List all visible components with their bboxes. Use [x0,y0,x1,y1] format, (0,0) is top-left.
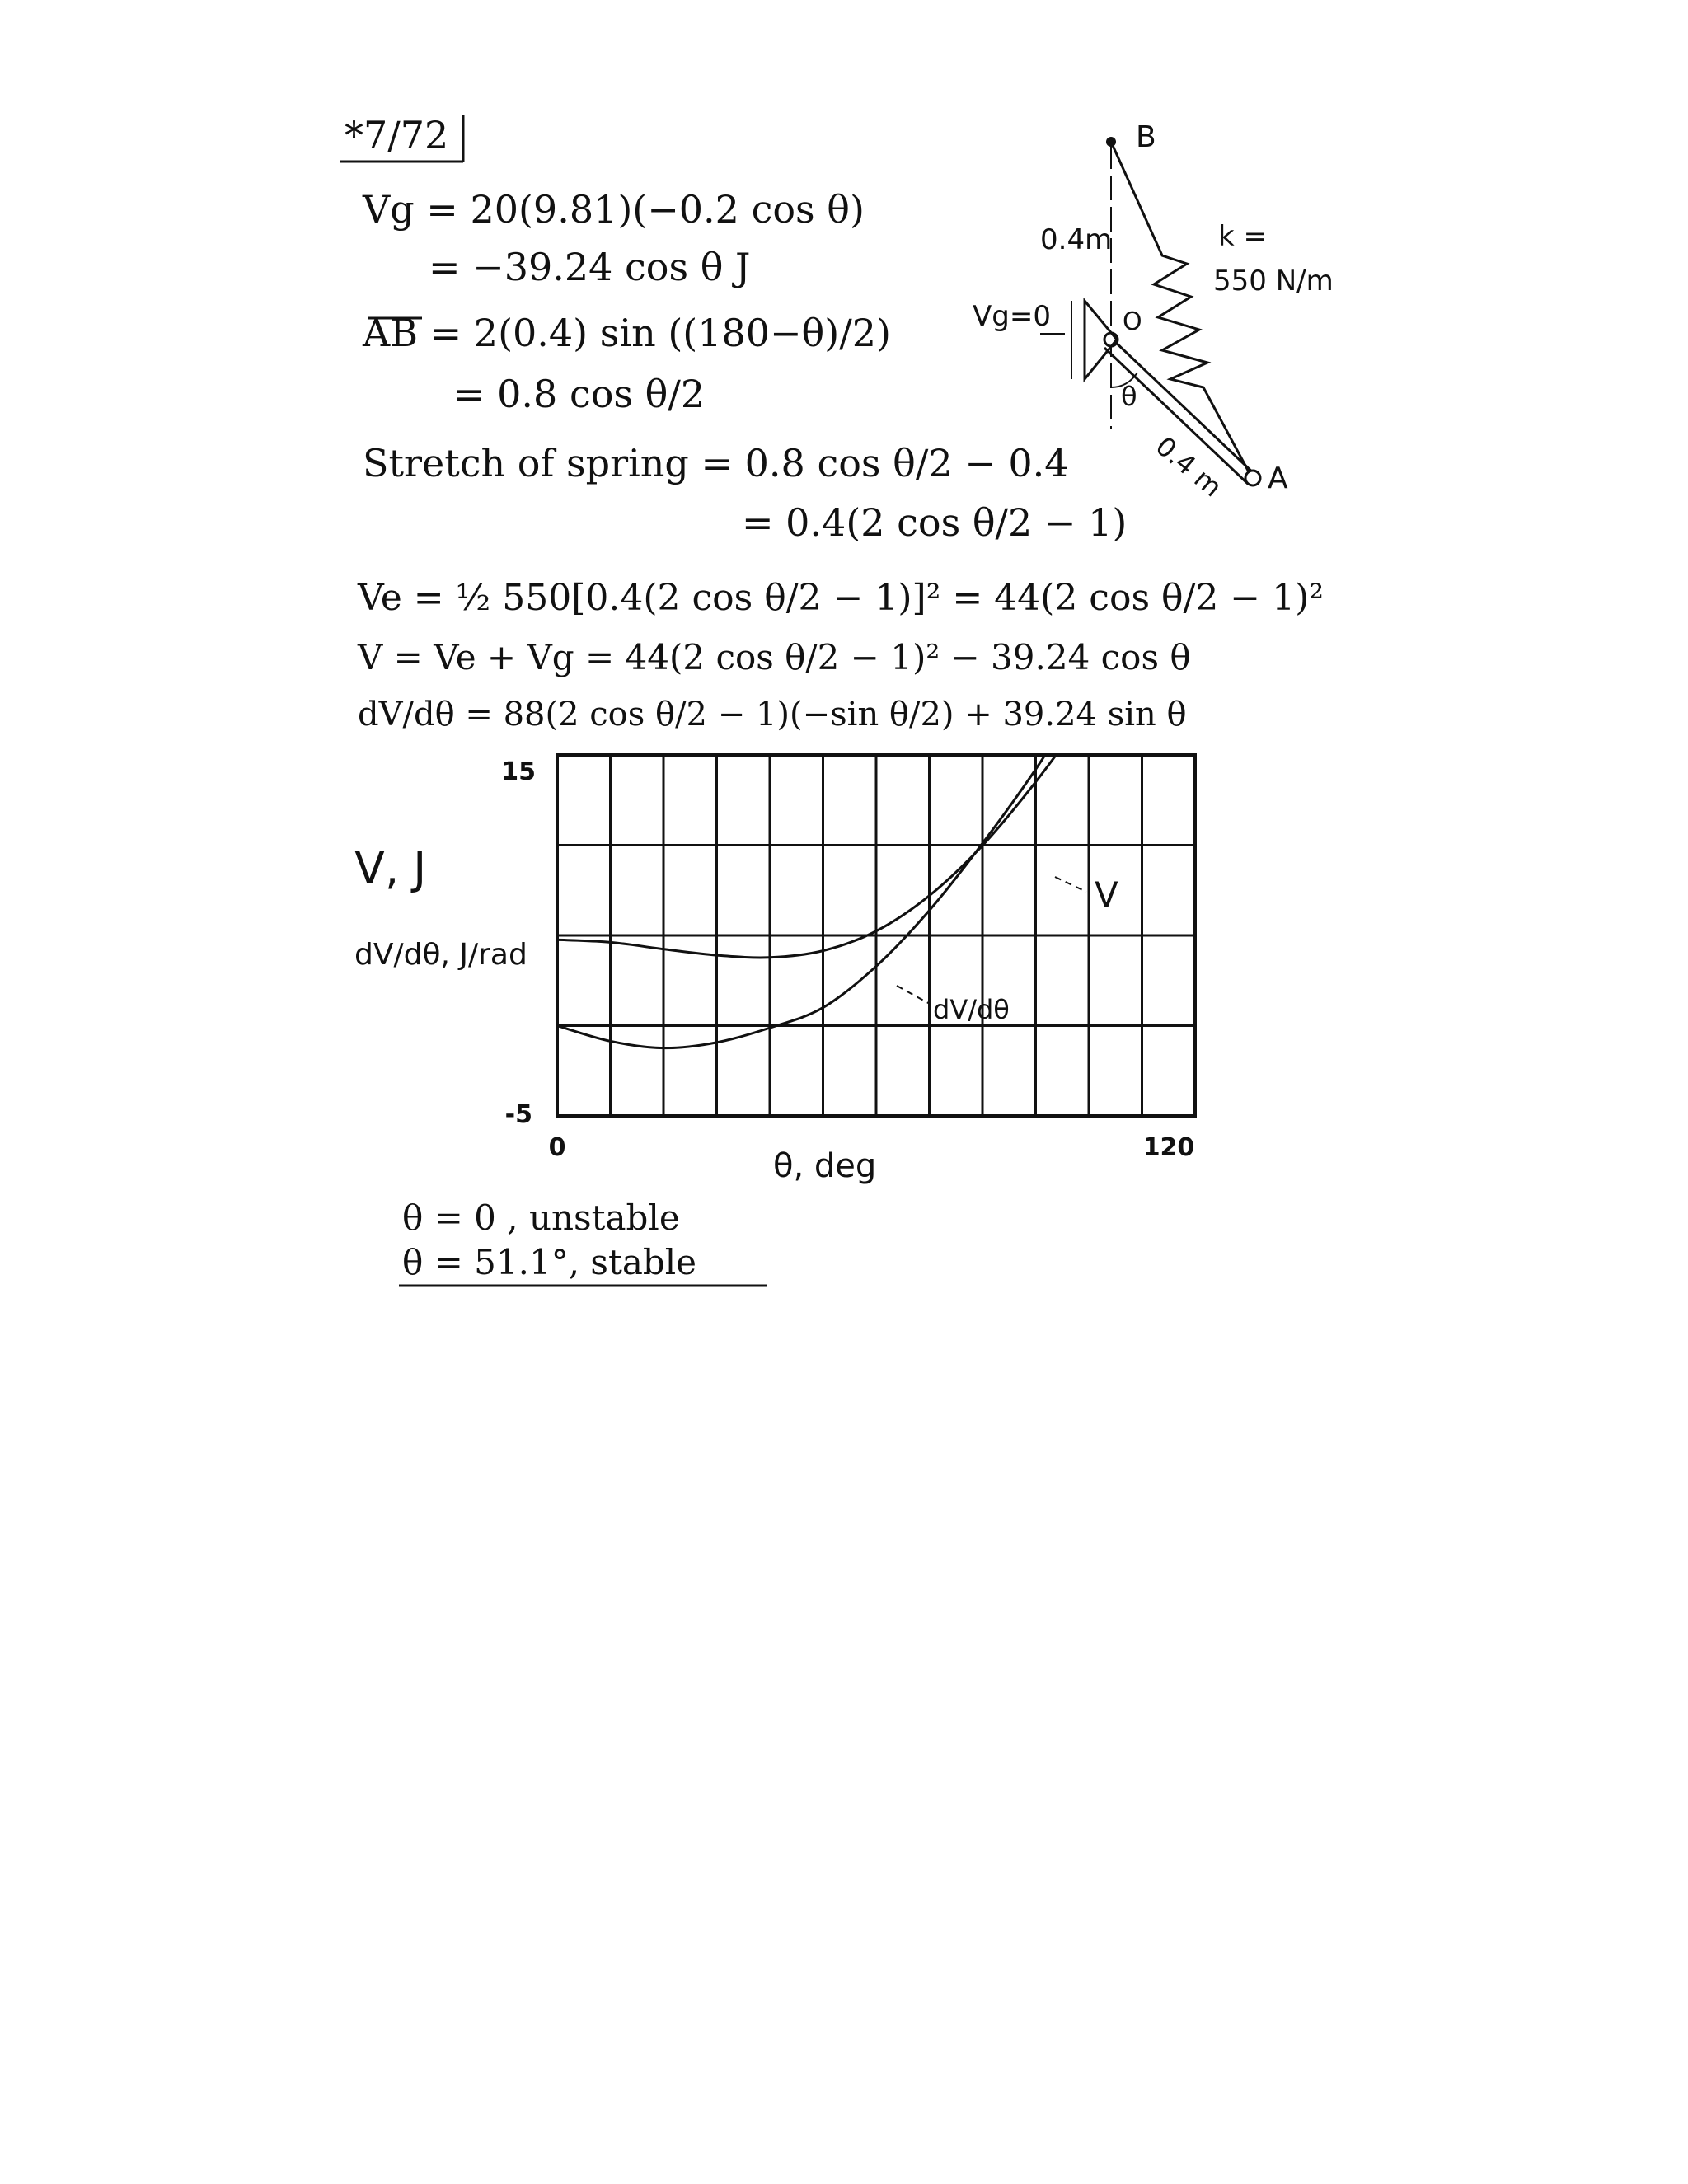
x-tick-left: 0 [548,1133,566,1162]
eq-vg-line1: Vg = 20(9.81)(−0.2 cos θ) [363,187,865,232]
result-line-1: θ = 0 , unstable [402,1197,680,1238]
label-b: B [1136,120,1156,154]
label-theta: θ [1121,381,1137,412]
chart-grid [557,755,1195,1116]
label-vg-zero: Vg=0 [973,300,1051,333]
eq-v: V = Ve + Vg = 44(2 cos θ/2 − 1)² − 39.24 cos θ [358,637,1191,677]
y-tick-top: 15 [501,757,536,786]
dv-curve-label: dV/dθ [933,994,1010,1025]
y-axis-label-dv: dV/dθ, J/rad [354,938,528,972]
label-a: A [1268,462,1288,495]
x-tick-right: 120 [1142,1133,1195,1162]
y-axis-label-v: V, J [354,842,427,894]
eq-stretch-line2: = 0.4(2 cos θ/2 − 1) [742,500,1128,545]
eq-stretch-line1: Stretch of spring = 0.8 cos θ/2 − 0.4 [363,441,1069,485]
eq-ve: Ve = ½ 550[0.4(2 cos θ/2 − 1)]² = 44(2 cos θ/2 − 1)² [358,577,1324,619]
dv-label-leader [897,986,930,1004]
eq-ab-line2: = 0.8 cos θ/2 [453,372,706,416]
v-label-leader [1055,877,1086,892]
eq-ab-line1: AB = 2(0.4) sin ((180−θ)/2) [363,311,891,355]
label-k: k = [1218,220,1267,253]
v-curve-label: V [1095,874,1118,915]
problem-number: *7/72 [345,113,449,157]
label-length-bar: 0.4 m [1149,430,1228,504]
label-o: O [1123,307,1142,336]
x-axis-label: θ, deg [773,1147,877,1185]
eq-dv: dV/dθ = 88(2 cos θ/2 − 1)(−sin θ/2) + 39.24 sin θ [358,696,1187,733]
label-length-top: 0.4m [1040,223,1113,256]
eq-vg-line2: = −39.24 cos θ J [429,245,751,289]
label-k-value: 550 N/m [1213,265,1334,298]
result-line-2: θ = 51.1°, stable [402,1242,697,1282]
y-tick-bottom: -5 [504,1100,532,1129]
pin-a [1245,471,1260,485]
